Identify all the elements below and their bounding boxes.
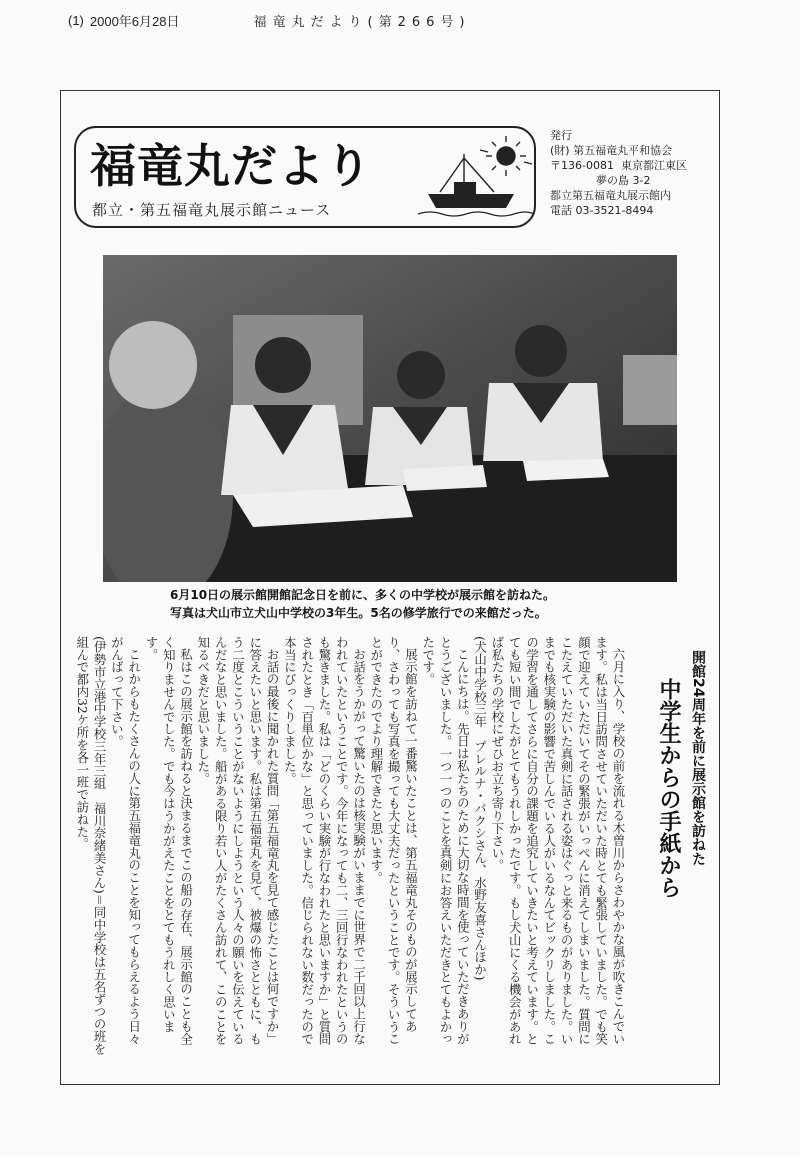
photo-caption <box>170 586 640 622</box>
masthead-subtitle: 都立・第五福竜丸展示館ニュース <box>92 201 332 219</box>
article-body <box>74 636 628 1056</box>
news-photo <box>103 255 677 582</box>
running-head <box>68 8 688 32</box>
letter2-paragraph: 展示館を訪ねて一番驚いたことは、第五福竜丸そのものが展示してあり、さわっても写真を撮っても大丈夫だったということです。そういうことができたのでより理解できたと思います。 <box>368 636 419 1046</box>
letter2-paragraph: これからもたくさんの人に第五福竜丸のことを知ってもらえるよう日々がんばって下さい。 <box>109 636 142 1046</box>
publisher-phone: 電話 03-3521-8494 <box>550 204 654 217</box>
letter1-signature: (犬山中学校三年 プレルナ・バクシさん、水野友喜さんほか) <box>472 636 488 981</box>
newsletter-running-title: 福竜丸だより(第266号) <box>253 14 471 30</box>
masthead-title: 福竜丸だより <box>90 139 372 193</box>
publisher-address-line: 〒136-0081 東京都江東区 <box>550 159 687 172</box>
article-headline: 中学生からの手紙から <box>656 678 681 898</box>
letter2-paragraph: こんにちは。先日は私たちのために大切な時間を使っていただきありがとうございました。一つ一つのことを真剣にお答えいただきとてもよかったです。 <box>420 636 471 1046</box>
letter2-paragraph: お話の最後に聞かれた質問「第五福竜丸を見て感じたことは何ですか」に答えたいと思います。私は第五福竜丸を見て、被爆の怖さとともに、もう二度とこういうことがないようにしようという人々の願いを伝えているんだなと思いました。船がある限り若い人がたくさん訪れて、このことを知るべきだと思いました。 <box>195 636 281 1046</box>
publisher-address-2: 夢の島 3-2 <box>596 174 651 187</box>
page-number: (1) <box>68 12 84 28</box>
caption-line-2: 写真は犬山市立犬山中学校の3年生。5名の修学旅行での来館だった。 <box>170 606 547 620</box>
letter2-paragraph: お話をうかがって驚いたのは核実験がいままでに世界で二千回以上行なわれていたということです。今年になっても二、三回行なわれたというのも驚きました。私は「どのくらい実験が行なわれたと思いますか」と質問されたとき「百単位かな」と思っていました。信じられない数だったので本当にびっくりしました。 <box>282 636 367 1046</box>
publisher-block <box>550 128 715 218</box>
letter1-paragraph: 六月に入り、学校の前を流れる木曽川からさわやかな風が吹きこんでいます。私は当日訪問させていただいた時とても緊張していました。でも笑顔で迎えていただいてその緊張がいっぺんに消えてしまいました。質問にこたえていただいた真剣に話される姿はぐっと来るものがありました。いまでも核実験の影響で苦しんでいる人がいるなんてビックリしました。この学習を通してさらに自分の課題を追究していきたいと考えています。とても短い間でしたがとてもうれしかったです。もし犬山にくる機会があれば私たちの学校にぜひお立ち寄り下さい。 <box>489 636 626 1046</box>
article-subhead: 開館24周年を前に展示館を訪ねた <box>690 650 706 866</box>
caption-line-1: 6月10日の展示館開館記念日を前に、多くの中学校が展示館を訪ねた。 <box>170 588 556 602</box>
issue-date: 2000年6月28日 <box>89 13 180 29</box>
publisher-org: (財) 第五福竜丸平和協会 <box>550 144 673 157</box>
letter2-signature: (伊勢市立港中学校三年三組 福川奈緒美さん)＝同中学校は五名ずつの班を組んで都内32ケ所を各一班で訪ねた。 <box>74 636 108 1055</box>
publisher-address-3: 都立第五福竜丸展示館内 <box>550 189 671 202</box>
ship-with-sun-icon <box>410 128 538 224</box>
article-headline-block <box>684 636 708 1056</box>
letter2-paragraph: 私はこの展示館を訪ねると決まるまでこの船の存在、展示館のことも全く知りませんでした。でも今はうかがえたことをとてもうれしく思います。 <box>143 636 194 1046</box>
article-headline-main-block <box>645 636 684 1056</box>
article <box>74 636 708 1056</box>
publisher-label: 発行 <box>550 129 572 142</box>
